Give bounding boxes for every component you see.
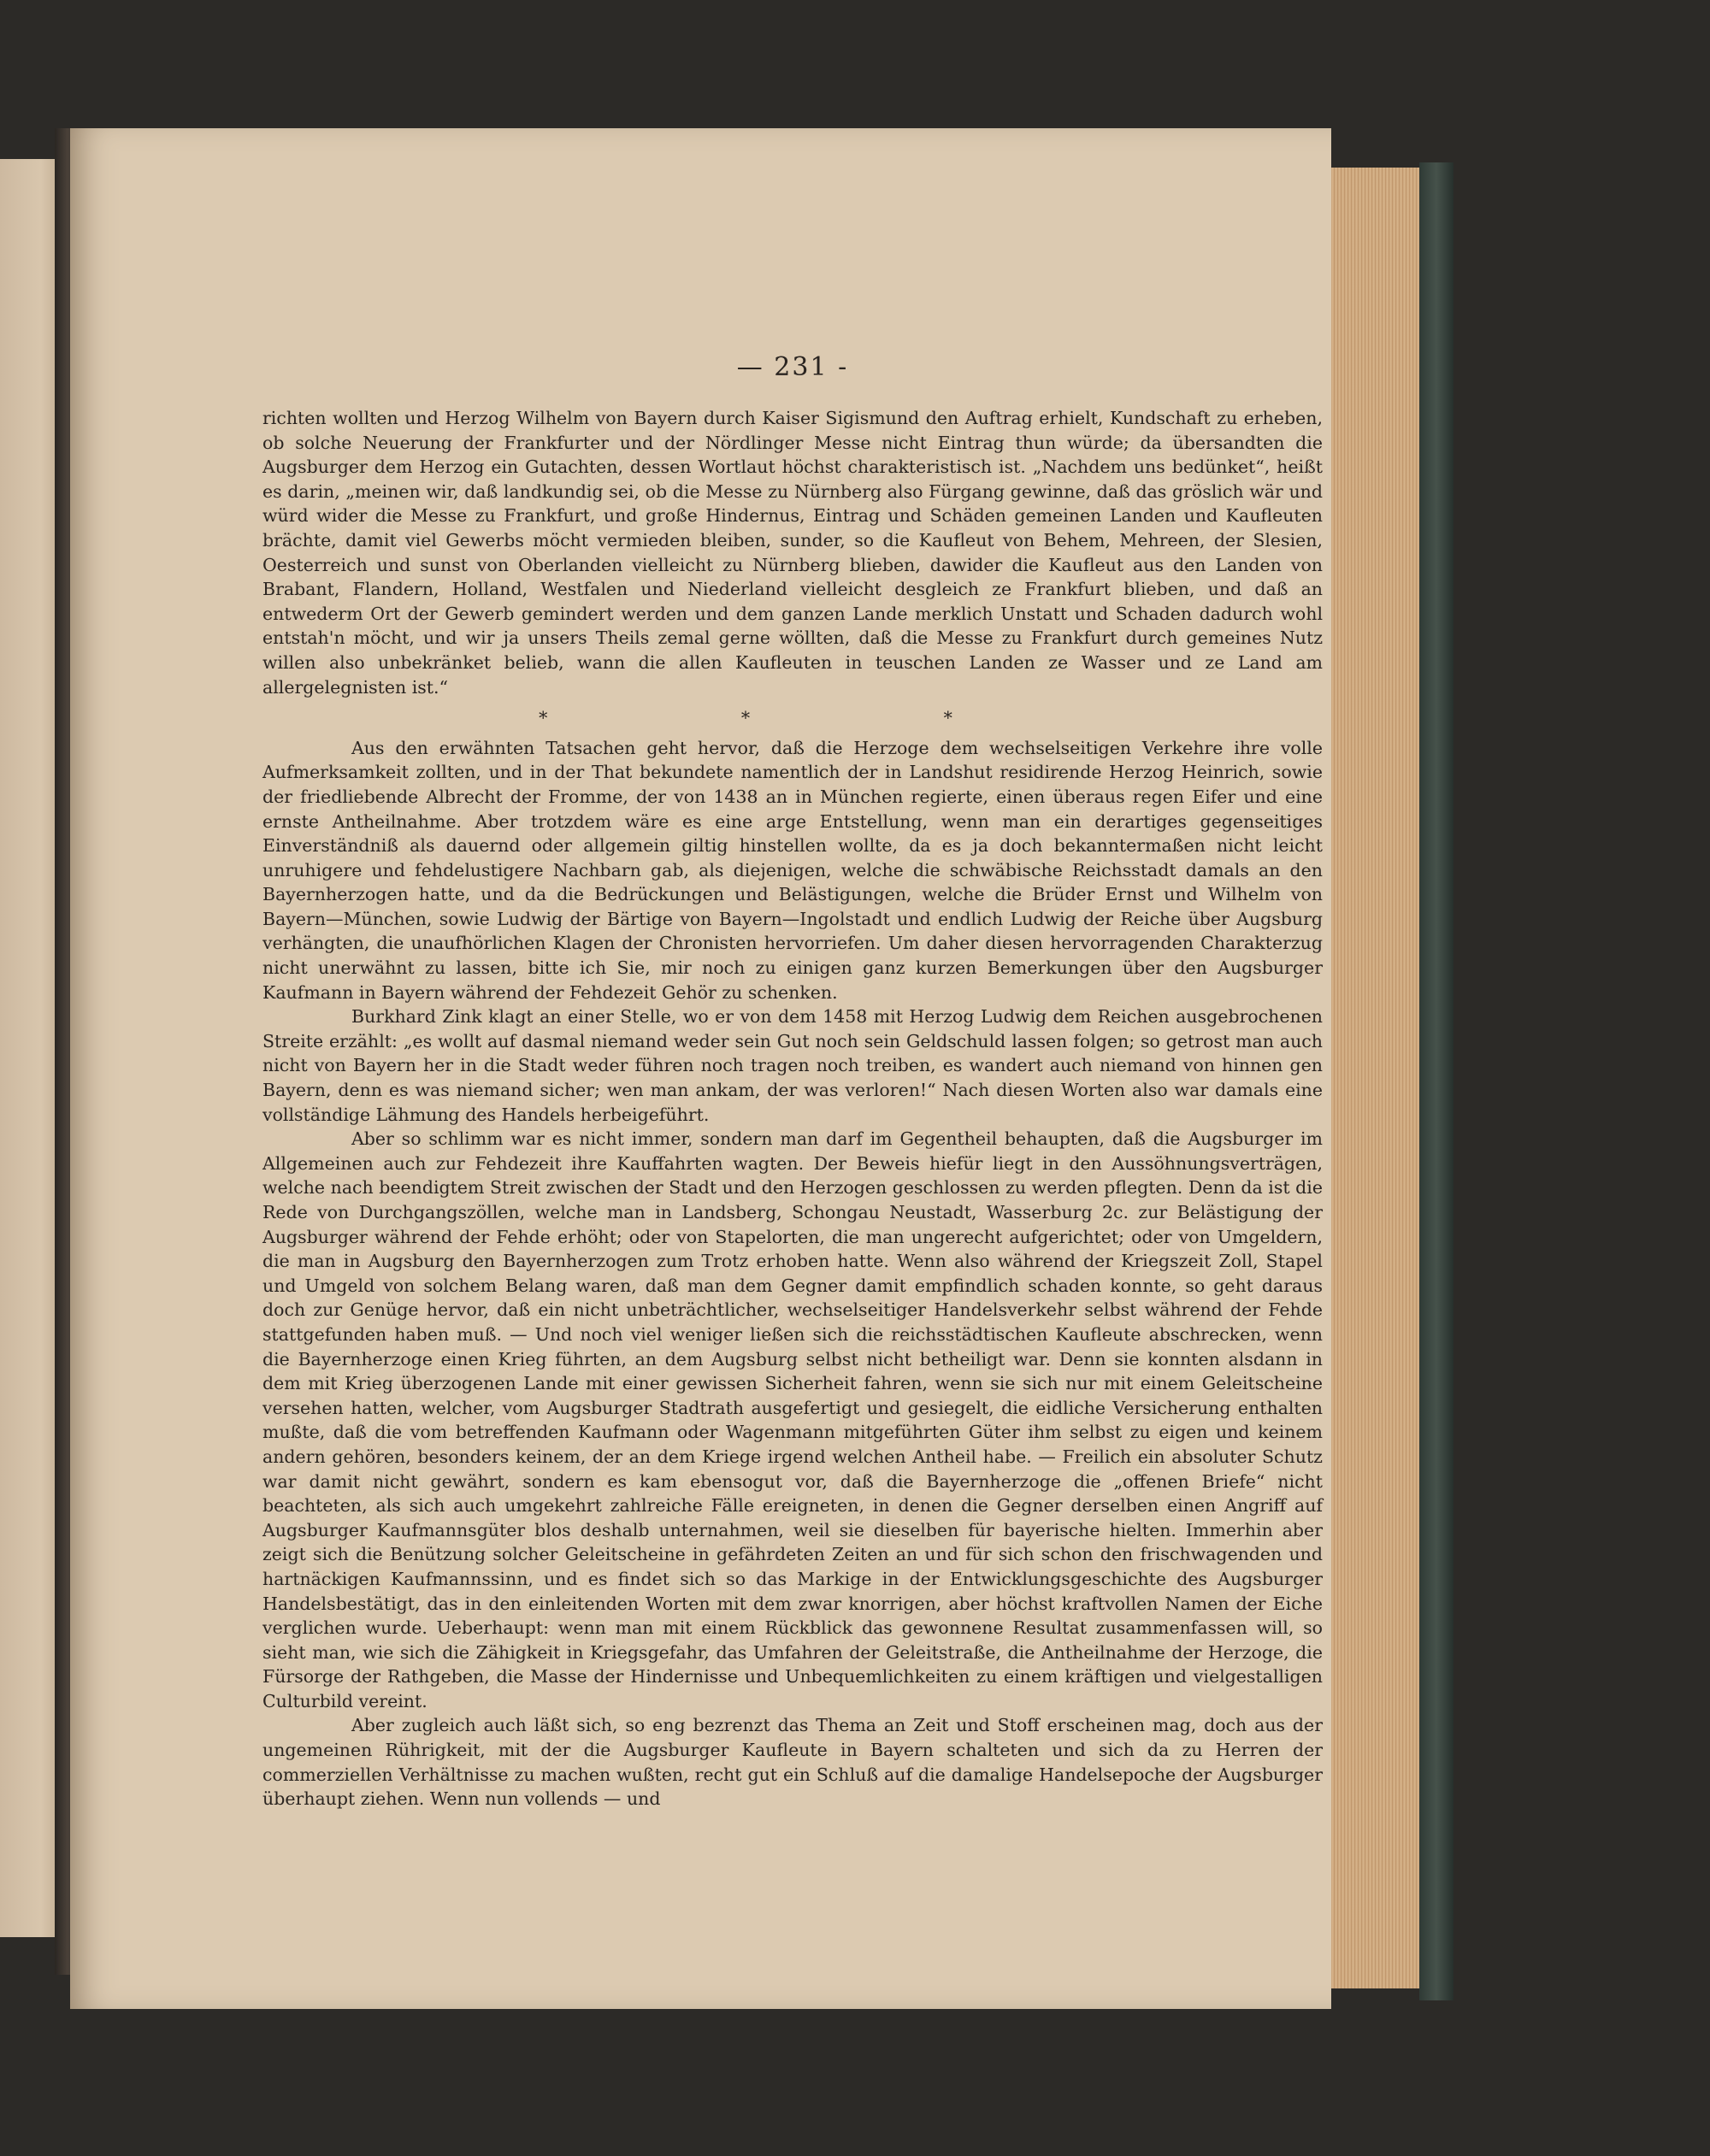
paragraph-4: Aber so schlimm war es nicht immer, sondern man darf im Gegentheil behaupten, daß die Augsburger im Allgemeinen auch zur Fehdezeit ihre Kauffahrten wagten. Der Beweis hiefür liegt in den Aussöhnungsverträgen, welche nach beendigtem Streit zwischen der Stadt und den Herzogen geschlossen zu werden pflegten. Denn da ist die Rede von Durchgangszöllen, welche man in Landsberg, Schongau Neustadt, Wasserburg 2c. zur Belästigung der Augsburger während der Fehde erhöht; oder von Stapelorten, die man ungerecht aufgerichtet; oder von Umgeldern, die man in Augsburg den Bayernherzogen zum Trotz erhoben hatte. Wenn also während der Kriegszeit Zoll, Stapel und Umgeld von solchem Belang waren, daß man dem Gegner damit empfindlich schaden konnte, so geht daraus doch zur Genüge hervor, daß ein nicht unbeträchtlicher, wechselseitiger Handelsverkehr selbst während der Fehde stattgefunden haben muß. — Und noch viel weniger ließen sich die reichsstädtischen Kaufleute abschrecken, wenn die Bayernherzoge einen Krieg führten, an dem Augsburg selbst nicht betheiligt war. Denn sie konnten alsdann in dem mit Krieg überzogenen Lande mit einer gewissen Sicherheit fahren, wenn sie sich nur mit einem Geleitscheine versehen hatten, welcher, vom Augsburger Stadtrath ausgefertigt und gesiegelt, die eidliche Versicherung enthalten mußte, daß die vom betreffenden Kaufmann oder Wagenmann mitgeführten Güter ihm selbst zu eigen und keinem andern gehören, besonders keinem, der an dem Kriege irgend welchen Antheil habe. — Freilich ein absoluter Schutz war damit nicht gewährt, sondern es kam ebensogut vor, daß die Bayernherzoge die „offenen Briefe“ nicht beachteten, als sich auch umgekehrt zahlreiche Fälle ereigneten, in denen die Gegner derselben einen Angriff auf Augsburger Kaufmannsgüter blos deshalb unternahmen, weil sie dieselben für bayerische hielten. Immerhin aber zeigt sich die Benützung solcher Geleitscheine in gefährdeten Zeiten an und für sich schon den frischwagenden und hartnäckigen Kaufmannssinn, und es findet sich so das Markige in der Entwicklungsgeschichte des Augsburger Handelsbestätigt, das in den einleitenden Worten mit dem zwar knorrigen, aber höchst kraftvollen Namen der Eiche verglichen wurde. Ueberhaupt: wenn man mit einem Rückblick das gewonnene Resultat zusammenfassen will, so sieht man, wie sich die Zähigkeit in Kriegsgefahr, das Umfahren der Geleitstraße, die Antheilnahme der Herzoge, die Fürsorge der Rathgeben, die Masse der Hindernisse und Unbequemlichkeiten zu einem kräftigen und vielgestalligen Culturbild vereint. <box>262 1128 1323 1711</box>
book-page <box>70 128 1331 2009</box>
text-block <box>262 406 1323 1811</box>
page-number: — 231 - <box>736 352 849 382</box>
section-separator: * * * <box>539 708 1047 729</box>
paragraph-1: richten wollten und Herzog Wilhelm von Bayern durch Kaiser Sigismund den Auftrag erhielt, Kundschaft zu erheben, ob solche Neuerung der Frankfurter und der Nördlinger Messe nicht Eintrag thun würde; da übersandten die Augsburger dem Herzog ein Gutachten, dessen Wortlaut höchst charakteristisch ist. „Nachdem uns bedünket“, heißt es darin, „meinen wir, daß landkundig sei, ob die Messe zu Nürnberg also Fürgang gewinne, daß das gröslich wär und würd wider die Messe zu Frankfurt, und große Hindernus, Eintrag und Schäden gemeinen Landen und Kaufleuten brächte, damit viel Gewerbs möcht vermieden bleiben, sunder, so die Kaufleut von Behem, Mehreen, der Slesien, Oesterreich und sunst von Oberlanden vielleicht zu Nürnberg blieben, dawider die Kaufleut aus den Landen von Brabant, Flandern, Holland, Westfalen und Niederland vielleicht desgleich ze Frankfurt blieben, und daß an entwederm Ort der Gewerb gemindert werden und dem ganzen Lande merklich Unstatt und Schaden dadurch wohl entstah'n möcht, und wir ja unsers Theils zemal gerne wöllten, daß die Messe zu Frankfurt durch gemeines Nutz willen also unbekränket belieb, wann die allen Kaufleuten in teuschen Landen ze Wasser und ze Land am allergelegnisten ist.“ <box>262 408 1323 698</box>
paragraph-3: Burkhard Zink klagt an einer Stelle, wo er von dem 1458 mit Herzog Ludwig dem Reichen ausgebrochenen Streite erzählt: „es wollt auf dasmal niemand weder sein Gut noch sein Geldschuld lassen folgen; so getrost man auch nicht von Bayern her in die Stadt weder führen noch tragen noch treiben, es wandert auch niemand von hinnen gen Bayern, denn es was niemand sicher; wen man ankam, der was verloren!“ Nach diesen Worten also war damals eine vollständige Lähmung des Handels herbeigeführt. <box>262 1006 1323 1125</box>
paragraph-2: Aus den erwähnten Tatsachen geht hervor, daß die Herzoge dem wechselseitigen Verkehre ihre volle Aufmerksamkeit zollten, und in der That bekundete namentlich der in Landshut residirende Herzog Heinrich, sowie der friedliebende Albrecht der Fromme, der von 1438 an in München regierte, einen überaus regen Eifer und eine ernste Antheilnahme. Aber trotzdem wäre es eine arge Entstellung, wenn man ein derartiges gegenseitiges Einverständniß als dauernd oder allgemein giltig hinstellen wollte, da es ja doch bekanntermaßen nicht leicht unruhigere und fehdelustigere Nachbarn gab, als diejenigen, welche die schwäbische Reichsstadt damals an den Bayernherzogen hatte, und da die Bedrückungen und Belästigungen, welche die Brüder Ernst und Wilhelm von Bayern—München, sowie Ludwig der Bärtige von Bayern—Ingolstadt und endlich Ludwig der Reiche über Augsburg verhängten, die unaufhörlichen Klagen der Chronisten hervorriefen. Um daher diesen hervorragenden Charakterzug nicht unerwähnt zu lassen, bitte ich Sie, mir noch zu einigen ganz kurzen Bemerkungen über den Augsburger Kaufmann in Bayern während der Fehdezeit Gehör zu schenken. <box>262 737 1323 1003</box>
page-stack-edge <box>1331 168 1421 1988</box>
paragraph-5: Aber zugleich auch läßt sich, so eng bezrenzt das Thema an Zeit und Stoff erscheinen mag, doch aus der ungemeinen Rührigkeit, mit der die Augsburger Kaufleute in Bayern schalteten und sich da zu Herren der commerziellen Verhältnisse zu machen wußten, recht gut ein Schluß auf die damalige Handelsepoche der Augsburger überhaupt ziehen. Wenn nun vollends — und <box>262 1715 1323 1810</box>
book-cover <box>1419 162 1454 2000</box>
